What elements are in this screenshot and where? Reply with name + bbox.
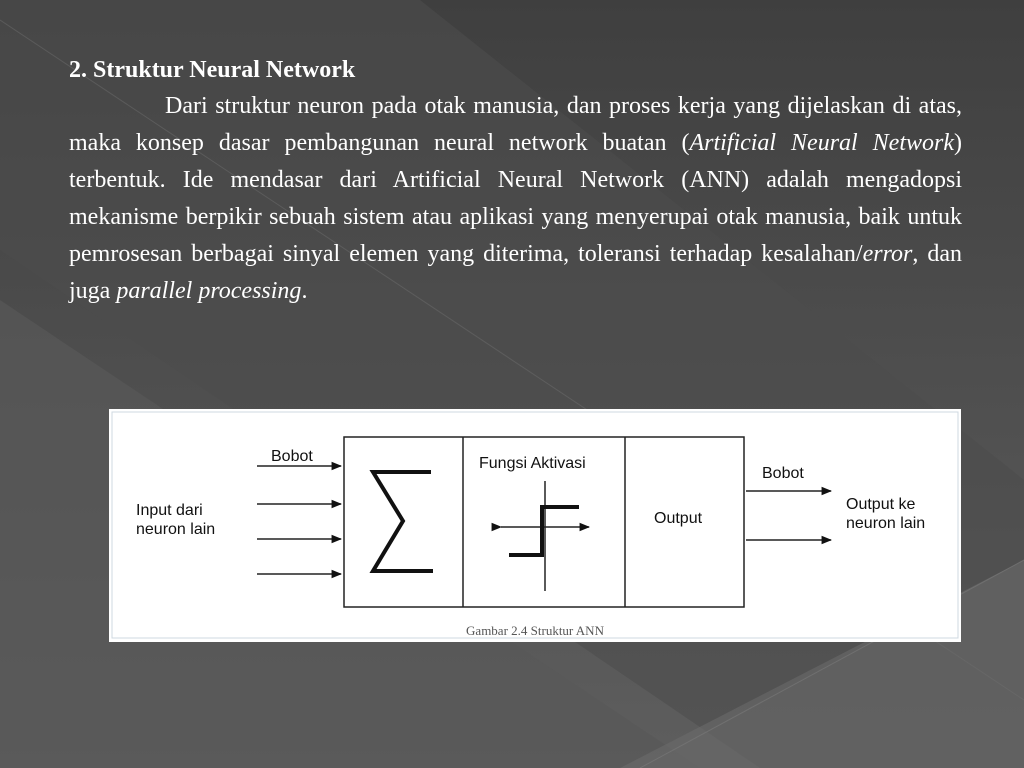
label-output-ke-line2: neuron lain <box>846 515 926 532</box>
label-output: Output <box>654 510 703 527</box>
paragraph-italic-parallel: parallel processing <box>116 278 302 304</box>
paragraph-text-4: . <box>301 278 308 304</box>
slide-content <box>69 52 962 310</box>
label-output-ke-line1: Output ke <box>846 496 916 513</box>
label-fungsi-aktivasi: Fungsi Aktivasi <box>479 455 586 472</box>
label-input-line1: Input dari <box>136 502 203 519</box>
paragraph-text-3: , dan juga <box>69 241 962 304</box>
paragraph-italic-error: error <box>862 241 913 267</box>
section-heading: 2. Struktur Neural Network <box>69 57 356 83</box>
figure-caption: Gambar 2.4 Struktur ANN <box>466 623 604 638</box>
paragraph-text-1: Dari struktur neuron pada otak manusia, dan proses kerja yang dijelaskan di atas, maka konsep dasar pembangunan neural network buatan ( <box>69 93 962 156</box>
paragraph-italic-ann: Artificial Neural Network <box>689 130 954 156</box>
paragraph-text-2: ) terbentuk. Ide mendasar dari Artificial Neural Network (ANN) adalah mengadopsi mekanisme berpikir sebuah sistem atau aplikasi yang menyerupai otak manusia, baik untuk pemrosesan berbagai sinyal elemen yang diterima, toleransi terhadap kesalahan/ <box>69 130 962 267</box>
label-bobot-left: Bobot <box>271 448 313 465</box>
label-input-line2: neuron lain <box>136 521 216 538</box>
ann-structure-figure <box>109 409 961 642</box>
label-bobot-right: Bobot <box>762 465 804 482</box>
body-paragraph <box>69 88 962 310</box>
